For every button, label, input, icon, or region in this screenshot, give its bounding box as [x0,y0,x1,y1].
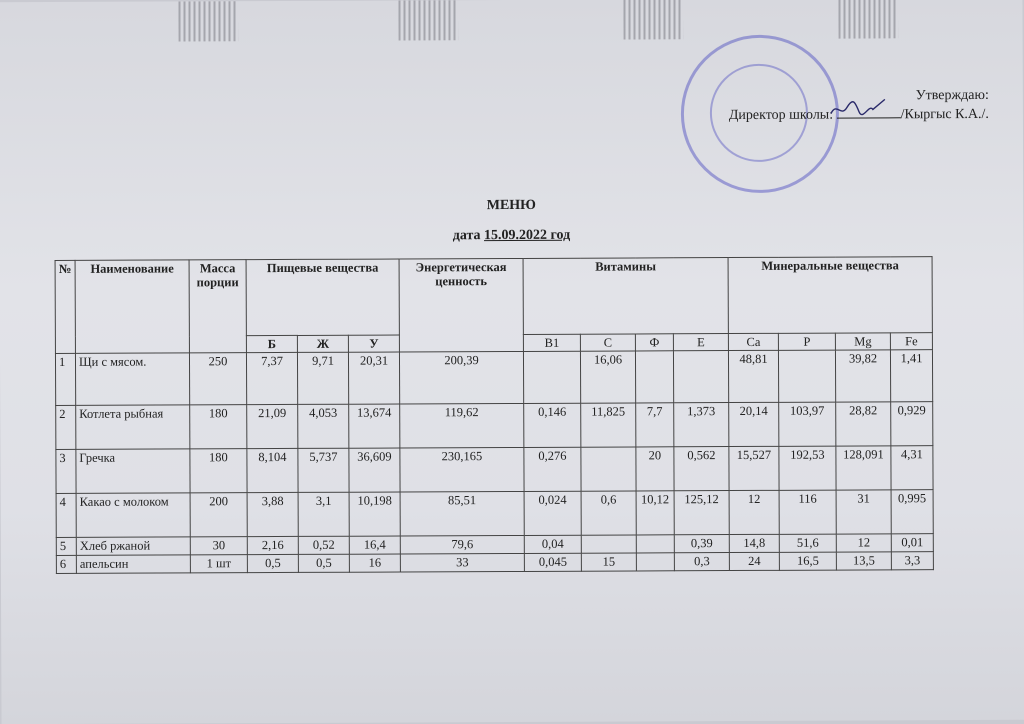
table-cell: 119,62 [400,403,524,448]
table-cell: 16 [349,554,400,572]
table-cell: 15,527 [729,446,779,490]
table-cell: 1,373 [674,403,729,447]
table-cell: 33 [400,553,524,572]
col-minerals: Минеральные вещества [728,257,932,334]
table-cell [636,535,674,553]
menu-table [55,256,934,574]
menu-date: дата 15.09.2022 год [452,227,571,244]
sub-e: E [673,334,728,351]
table-cell: 51,6 [779,534,836,552]
table-cell: 0,045 [524,553,581,571]
table-row [56,552,933,574]
table-cell: Какао с молоком [76,493,190,537]
table-cell: 85,51 [400,491,524,536]
table-cell: 0,04 [524,535,581,553]
table-cell: 48,81 [728,350,778,402]
sub-u: У [348,335,399,352]
col-num: № [55,260,75,353]
col-vitamins: Витамины [523,258,728,335]
table-cell: 0,6 [581,491,636,535]
table-cell: Щи с мясом. [75,353,189,405]
table-cell: 13,5 [836,552,891,570]
sub-p: P [778,333,835,350]
table-cell: 3 [56,449,76,493]
approval-title: Утверждаю: [915,87,989,104]
table-cell: 16,06 [580,351,635,403]
table-cell: 39,82 [835,350,890,402]
sub-b1: B1 [523,334,580,351]
sub-c: C [580,334,635,351]
table-row [56,446,933,494]
table-cell: 16,4 [349,536,400,554]
fold-shadow [838,0,898,39]
table-cell: 7,37 [246,352,297,404]
table-cell: 250 [189,353,246,405]
table-cell: 28,82 [836,402,891,446]
table-cell: Котлета рыбная [76,405,190,449]
sub-f: Ф [635,334,673,351]
table-cell: Гречка [76,449,190,493]
table-cell: 0,146 [524,403,581,447]
table-cell: 14,8 [729,534,779,552]
fold-shadow [623,0,683,40]
table-cell: 10,12 [636,491,674,535]
table-cell: 4,31 [891,446,933,490]
sub-mg: Mg [835,333,890,350]
table-cell: 0,5 [247,554,298,572]
table-cell: 0,562 [674,447,729,491]
table-cell: 180 [190,449,247,493]
table-cell: 125,12 [674,491,729,535]
table-cell: 7,7 [636,403,674,447]
table-cell: 116 [779,490,836,534]
fold-shadow [178,1,238,41]
table-cell [523,351,580,403]
table-cell [636,553,674,571]
table-cell: 36,609 [349,448,400,492]
table-cell: 30 [190,537,247,555]
table-cell: 15 [581,553,636,571]
table-cell: 180 [190,405,247,449]
signature-mark [829,97,887,119]
table-cell: 0,3 [674,553,729,571]
fold-shadow [398,0,458,40]
table-cell: 0,276 [524,447,581,491]
table-cell: Хлеб ржаной [76,537,190,555]
table-cell: 0,024 [524,491,581,535]
table-cell: 0,995 [891,490,933,534]
header-row [55,257,932,337]
col-energy: Энергетическая ценность [399,258,523,352]
table-cell: 0,01 [891,534,933,552]
table-cell: 2 [56,405,76,449]
table-cell: 16,5 [779,552,836,570]
table-cell: 5,737 [298,448,349,492]
table-cell: 1 [55,353,75,405]
table-cell: 79,6 [400,535,524,554]
table-cell: 12 [836,534,891,552]
table-cell: 0,52 [298,536,349,554]
table-cell: 4 [56,493,76,537]
table-cell: 230,165 [400,447,524,492]
table-cell [778,350,835,402]
table-cell: 9,71 [297,352,348,404]
table-row [56,402,933,450]
table-cell: 13,674 [349,404,400,448]
table-cell: 3,3 [891,552,933,570]
table-cell: 3,1 [298,492,349,536]
table-cell: 2,16 [247,536,298,554]
table-cell: 0,39 [674,535,729,553]
sub-b: Б [246,335,297,352]
col-nutrients: Пищевые вещества [246,259,399,336]
menu-title: МЕНЮ [486,197,536,214]
table-cell: 24 [729,552,779,570]
date-value: 15.09.2022 год [483,227,571,244]
sub-ca: Ca [728,333,778,350]
table-cell: 103,97 [779,402,836,446]
sub-zh: Ж [297,335,348,352]
table-cell: 12 [729,490,779,534]
table-row [56,490,933,538]
table-cell: 20,31 [348,352,399,404]
table-cell: 20 [636,447,674,491]
table-cell: 0,5 [298,554,349,572]
table-cell [581,447,636,491]
table-cell: 4,053 [298,404,349,448]
table-cell: 200 [190,493,247,537]
table-cell: 1 шт [190,555,247,573]
table-cell: 31 [836,490,891,534]
col-mass: Масса порции [189,260,246,353]
col-name: Наименование [75,260,189,353]
table-cell: 6 [56,555,76,573]
table-cell: 3,88 [247,492,298,536]
table-cell: 10,198 [349,492,400,536]
table-row [55,350,932,406]
director-label: Директор школы: [728,107,834,124]
table-cell: 21,09 [247,404,298,448]
director-name: /Кыргыс К.А./. [900,106,989,123]
table-cell: 1,41 [890,350,932,402]
table-cell [635,351,673,403]
table-cell: 11,825 [581,403,636,447]
table-cell: 20,14 [729,402,779,446]
table-cell: 0,929 [891,402,933,446]
table-cell: 128,091 [836,446,891,490]
table-cell: 5 [56,537,76,555]
table-cell: 8,104 [247,448,298,492]
table-cell [673,351,728,403]
table-cell [581,535,636,553]
table-cell: 200,39 [399,351,523,404]
sub-fe: Fe [890,333,932,350]
table-cell: апельсин [76,555,190,573]
table-cell: 192,53 [779,446,836,490]
